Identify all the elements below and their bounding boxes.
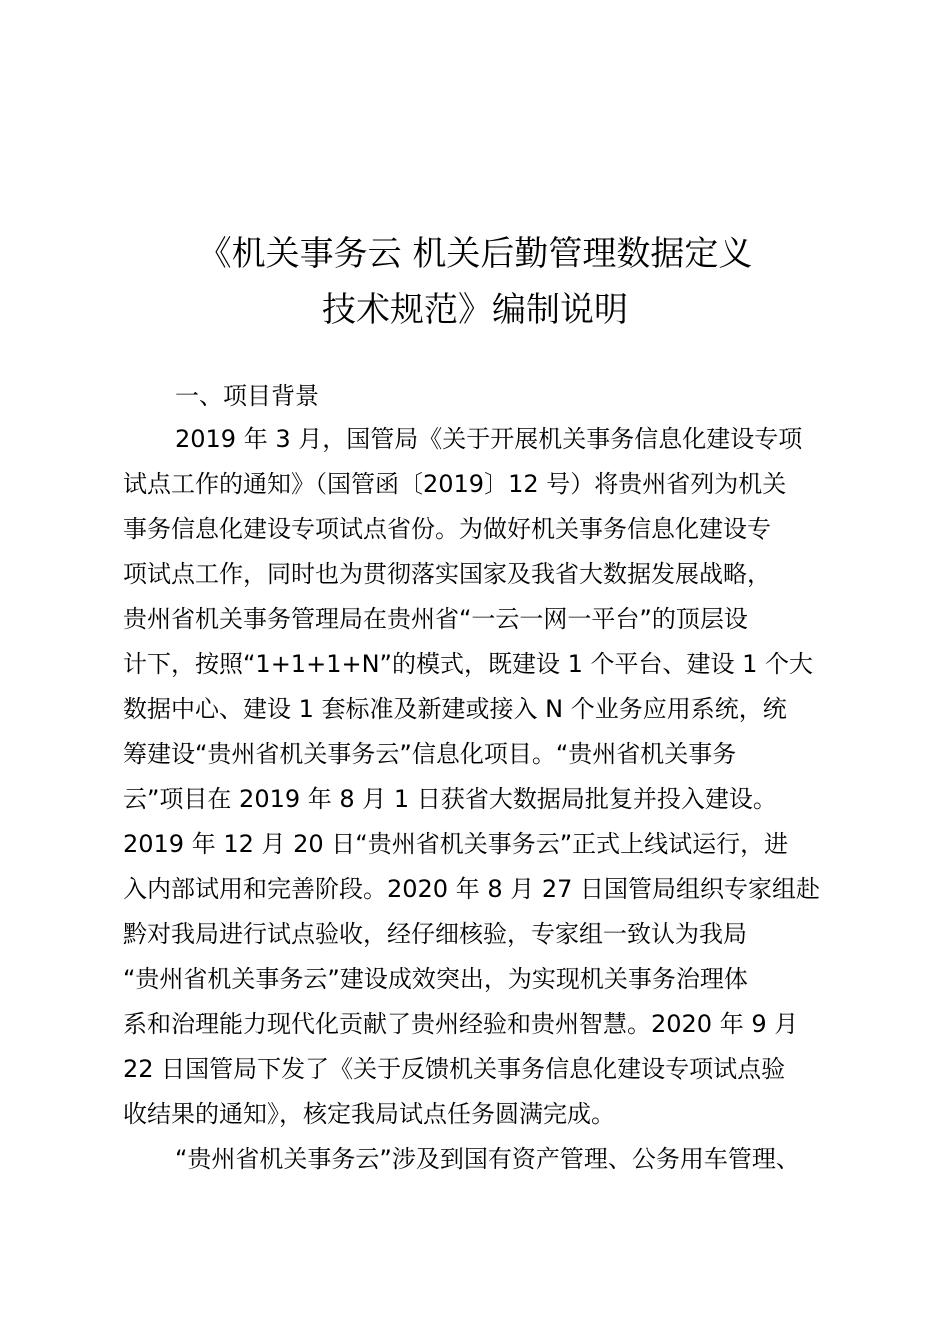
paragraph-line: 贵州省机关事务管理局在贵州省“一云一网一平台”的顶层设: [123, 605, 748, 633]
paragraph-line: 黔对我局进行试点验收，经仔细核验，专家组一致认为我局: [123, 920, 747, 948]
paragraph-line: 事务信息化建设专项试点省份。为做好机关事务信息化建设专: [123, 515, 771, 543]
paragraph-line: 计下，按照“1+1+1+N”的模式，既建设 1 个平台、建设 1 个大: [123, 650, 814, 678]
paragraph-line: “贵州省机关事务云”涉及到国有资产管理、公务用车管理、: [175, 1145, 800, 1173]
paragraph-line: 试点工作的通知》（国管函〔2019〕12 号）将贵州省列为机关: [123, 470, 787, 498]
document-title-line-1: 《机关事务云 机关后勤管理数据定义: [197, 234, 753, 274]
section-heading: 一、项目背景: [175, 382, 319, 410]
paragraph-line: 2019 年 12 月 20 日“贵州省机关事务云”正式上线试运行，进: [123, 830, 789, 858]
paragraph-line: 22 日国管局下发了《关于反馈机关事务信息化建设专项试点验: [123, 1055, 786, 1083]
paragraph-line: 数据中心、建设 1 套标准及新建或接入 N 个业务应用系统，统: [123, 695, 787, 723]
paragraph-line: 筹建设“贵州省机关事务云”信息化项目。“贵州省机关事务: [123, 740, 737, 768]
paragraph-line: 2019 年 3 月，国管局《关于开展机关事务信息化建设专项: [175, 425, 803, 453]
paragraph-line: 云”项目在 2019 年 8 月 1 日获省大数据局批复并投入建设。: [123, 785, 777, 813]
document-title-line-2: 技术规范》编制说明: [322, 290, 628, 330]
paragraph-line: 系和治理能力现代化贡献了贵州经验和贵州智慧。2020 年 9 月: [123, 1010, 799, 1038]
paragraph-line: 入内部试用和完善阶段。2020 年 8 月 27 日国管局组织专家组赴: [123, 875, 821, 903]
paragraph-line: “贵州省机关事务云”建设成效突出，为实现机关事务治理体: [123, 965, 748, 993]
paragraph-line: 项试点工作，同时也为贯彻落实国家及我省大数据发展战略，: [123, 560, 771, 588]
paragraph-line: 收结果的通知》，核定我局试点任务圆满完成。: [123, 1100, 615, 1128]
